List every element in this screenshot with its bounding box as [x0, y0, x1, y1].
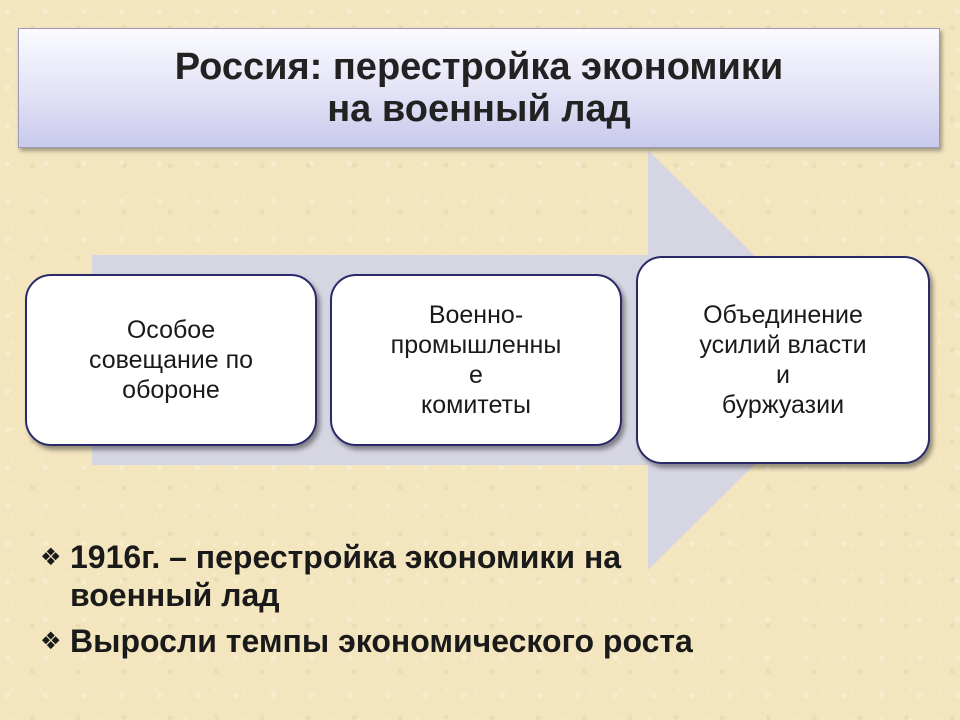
step-box-union-of-efforts	[636, 256, 930, 464]
step-box-label: Военно- промышленны е комитеты	[390, 301, 562, 419]
bullet-item	[40, 622, 930, 660]
step-box-label: Объединение усилий власти и буржуазии	[699, 301, 867, 419]
bullet-item	[40, 538, 930, 614]
bullet-text: 1916г. – перестройка экономики на военный лад	[70, 539, 622, 613]
title-banner	[18, 28, 940, 148]
slide-title-line-1: Россия: перестройка экономики	[174, 46, 784, 88]
diamond-bullet-icon: ❖	[40, 627, 62, 655]
bullet-list	[40, 538, 930, 668]
step-box-label: Особое совещание по обороне	[88, 316, 254, 404]
step-box-war-industry-committees	[330, 274, 622, 446]
bullet-text: Выросли темпы экономического роста	[70, 623, 693, 659]
diamond-bullet-icon: ❖	[40, 543, 62, 571]
step-box-special-council	[25, 274, 317, 446]
slide-title-line-2: на военный лад	[327, 88, 631, 130]
